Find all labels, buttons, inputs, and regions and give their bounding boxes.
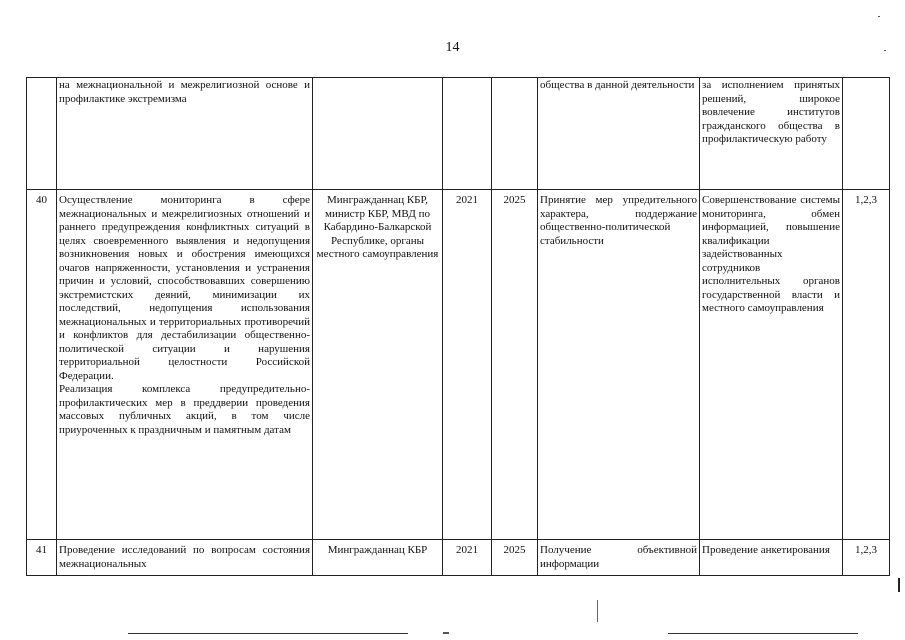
activity-text-continued: Реализация комплекса предупредительно-профилактических мер в преддверии проведения массовых публичных акций, в том числе приуроченных к праздничным и памятным датам <box>59 383 310 436</box>
year-start-cell: 2021 <box>443 190 492 540</box>
tasks-cell: 1,2,3 <box>843 190 890 540</box>
activity-cell: на межнациональной и межрелигиозной основе и профилактике экстремизма <box>57 78 313 190</box>
result-cell: общества в данной деятельности <box>538 78 700 190</box>
indicator-cell: Совершенствование системы мониторинга, обмен информацией, повышение квалификации задействованных сотрудников исполнительных органов государственной власти и местного самоуправления <box>700 190 843 540</box>
indicator-cell: за исполнением принятых решений, широкое вовлечение институтов гражданского общества в профилактическую работу <box>700 78 843 190</box>
activity-text: Осуществление мониторинга в сфере межнациональных и межрелигиозных отношений и раннего предупреждения конфликтных ситуаций в целях своевременного выявления и недопущения возникновения новых и обострения имеющихся очагов напряженности, установления и устранения причин и условий, способствовавших совершению экстремистских деяний, минимизации их последствий, недопущения использования межнациональных и территориальных противоречий и конфликтов для дестабилизации общественно-политической ситуации и нарушения территориальной целостности Российской Федерации. <box>59 194 310 382</box>
executor-cell: Мингражданнац КБР, министр КБР, МВД по Кабардино-Балкарской Республике, органы местного самоуправления <box>313 190 443 540</box>
table-row <box>27 540 890 576</box>
activity-cell: Проведение исследований по вопросам состояния межнациональных <box>57 540 313 576</box>
scan-mark <box>597 600 598 622</box>
year-end-cell <box>492 78 538 190</box>
year-end-cell: 2025 <box>492 190 538 540</box>
year-start-cell <box>443 78 492 190</box>
row-number-cell <box>27 78 57 190</box>
table-row <box>27 78 890 190</box>
executor-cell: Мингражданнац КБР <box>313 540 443 576</box>
scan-mark <box>443 632 449 634</box>
footer-line <box>668 633 858 634</box>
executor-cell <box>313 78 443 190</box>
result-cell: Получение объективной информации <box>538 540 700 576</box>
year-start-cell: 2021 <box>443 540 492 576</box>
footer-line <box>128 633 408 634</box>
row-number-cell: 40 <box>27 190 57 540</box>
scan-mark <box>878 16 880 17</box>
indicator-cell: Проведение анкетирования <box>700 540 843 576</box>
scan-mark <box>898 578 900 592</box>
result-cell: Принятие мер упредительного характера, поддержание общественно-политической стабильности <box>538 190 700 540</box>
page-number: 14 <box>445 40 460 55</box>
tasks-cell: 1,2,3 <box>843 540 890 576</box>
table-row <box>27 190 890 540</box>
year-end-cell: 2025 <box>492 540 538 576</box>
activity-cell <box>57 190 313 540</box>
row-number-cell: 41 <box>27 540 57 576</box>
scan-mark <box>884 50 886 51</box>
program-activities-table <box>26 77 890 576</box>
tasks-cell <box>843 78 890 190</box>
